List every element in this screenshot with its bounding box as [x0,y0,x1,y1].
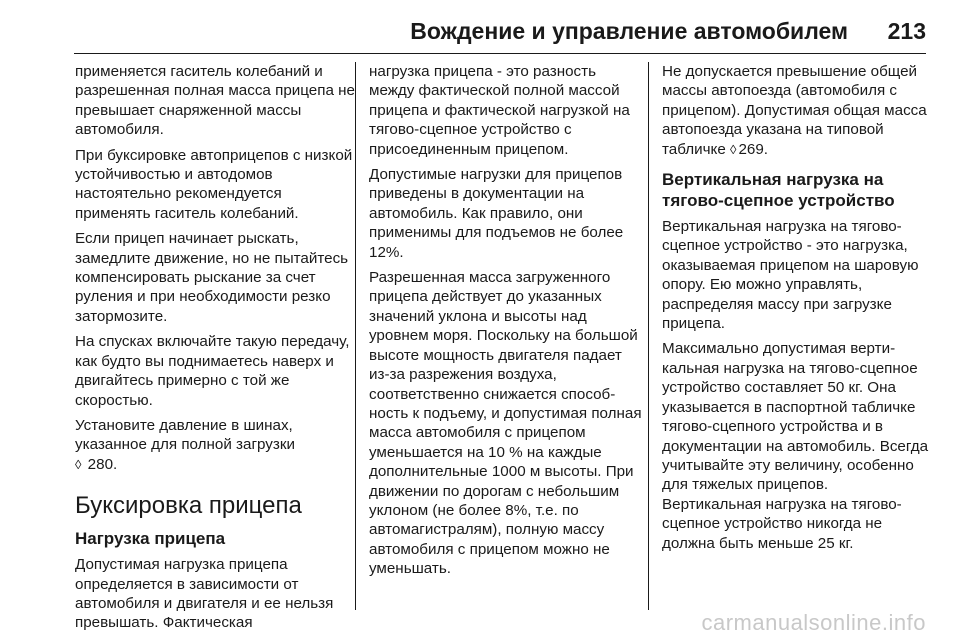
page-title: Вождение и управление автомобилем [410,18,848,44]
page-header [0,0,960,56]
column-2 [369,62,644,585]
paragraph: Разрешенная масса загруженного прицепа действует до указанных значений уклона и высоты над уровнем моря. Поскольку на большой высоте мощность двигателя падает из-за разрежения воздуха, соответственно снижается способность к подъему, и допустимая полная масса автомобиля с прицепом уменьшается на 10 % на каждые дополнительные 1000 м высоты. При движении по дорогам с небольшим уклоном (не более 8%, т.е. по автомагистралям), полную массу автомобиля с прицепом можно не уменьшать. [369,269,642,578]
paragraph: На спусках включайте такую передачу, как будто вы поднимаетесь наверх и двигайтесь примерно с той же скоростью. [75,333,350,409]
paragraph-text: Установите давление в шинах, указанное для полной загрузки [75,416,295,454]
reference-arrow-icon: ◊ [730,141,737,157]
paragraph: Если прицеп начинает рыскать, замедлите движение, но не пытайтесь компенсировать рыскание за счет руления и при необходимости резко затормозите. [75,230,349,325]
column-3 [662,62,930,559]
subsection-heading: Вертикальная нагрузка на тягово-сцепное устройство [662,170,895,211]
subsection-heading: Нагрузка прицепа [75,529,226,549]
paragraph: Допустимая нагрузка прицепа определяется в зависимости от автомобиля и двигателя и ее нельзя превышать. Фактическая [75,556,334,632]
paragraph: нагрузка прицепа - это разность между фактической полной массой прицепа и фактической нагрузкой на тягово-сцепное устройство с присоединенным прицепом. [369,63,630,158]
column-1 [75,62,357,639]
paragraph-text: Не допускается превышение общей массы автопоезда (автомобиля с прицепом). Допустимая общая масса автопоезда указана на типовой табличке [662,63,927,158]
paragraph: Максимально допустимая вертикальная нагрузка на тягово-сцепное устройство составляет 50 кг. Она указывается в паспортной табличке тягово-сцепного устройства и в документации на автомобиль. Всегда учитывайте эту величину, особенно для тяжелых прицепов. Вертикальная нагрузка на тягово-сцепное устройство никогда не должна быть меньше 25 кг. [662,340,929,552]
page-reference-link[interactable]: 280. [87,455,118,473]
paragraph: Допустимые нагрузки для прицепов приведены в документации на автомобиль. Как правило, они применимы для подъемов не более 12%. [369,166,624,261]
header-rule [74,53,926,54]
paragraph: При буксировке автоприцепов с низкой устойчивостью и автодомов настоятельно рекомендуется применять гаситель колебаний. [75,146,353,222]
column-divider [648,62,649,610]
paragraph [662,62,930,159]
paragraph [75,416,357,474]
section-heading: Буксировка прицепа [75,492,302,520]
column-divider [355,62,356,610]
paragraph: Вертикальная нагрузка на тягово-сцепное устройство - это нагрузка, оказываемая прицепом на шаровую опору. Ею можно управлять, распределяя массу при загрузке прицепа. [662,218,919,333]
reference-arrow-icon: ◊ [75,456,82,472]
page-number: 213 [887,18,926,44]
page-reference-link[interactable]: 269. [738,140,769,158]
watermark: carmanualsonline.info [701,610,926,635]
paragraph: применяется гаситель колебаний и разрешенная полная масса прицепа не превышает снаряженной массы автомобиля. [75,63,355,139]
